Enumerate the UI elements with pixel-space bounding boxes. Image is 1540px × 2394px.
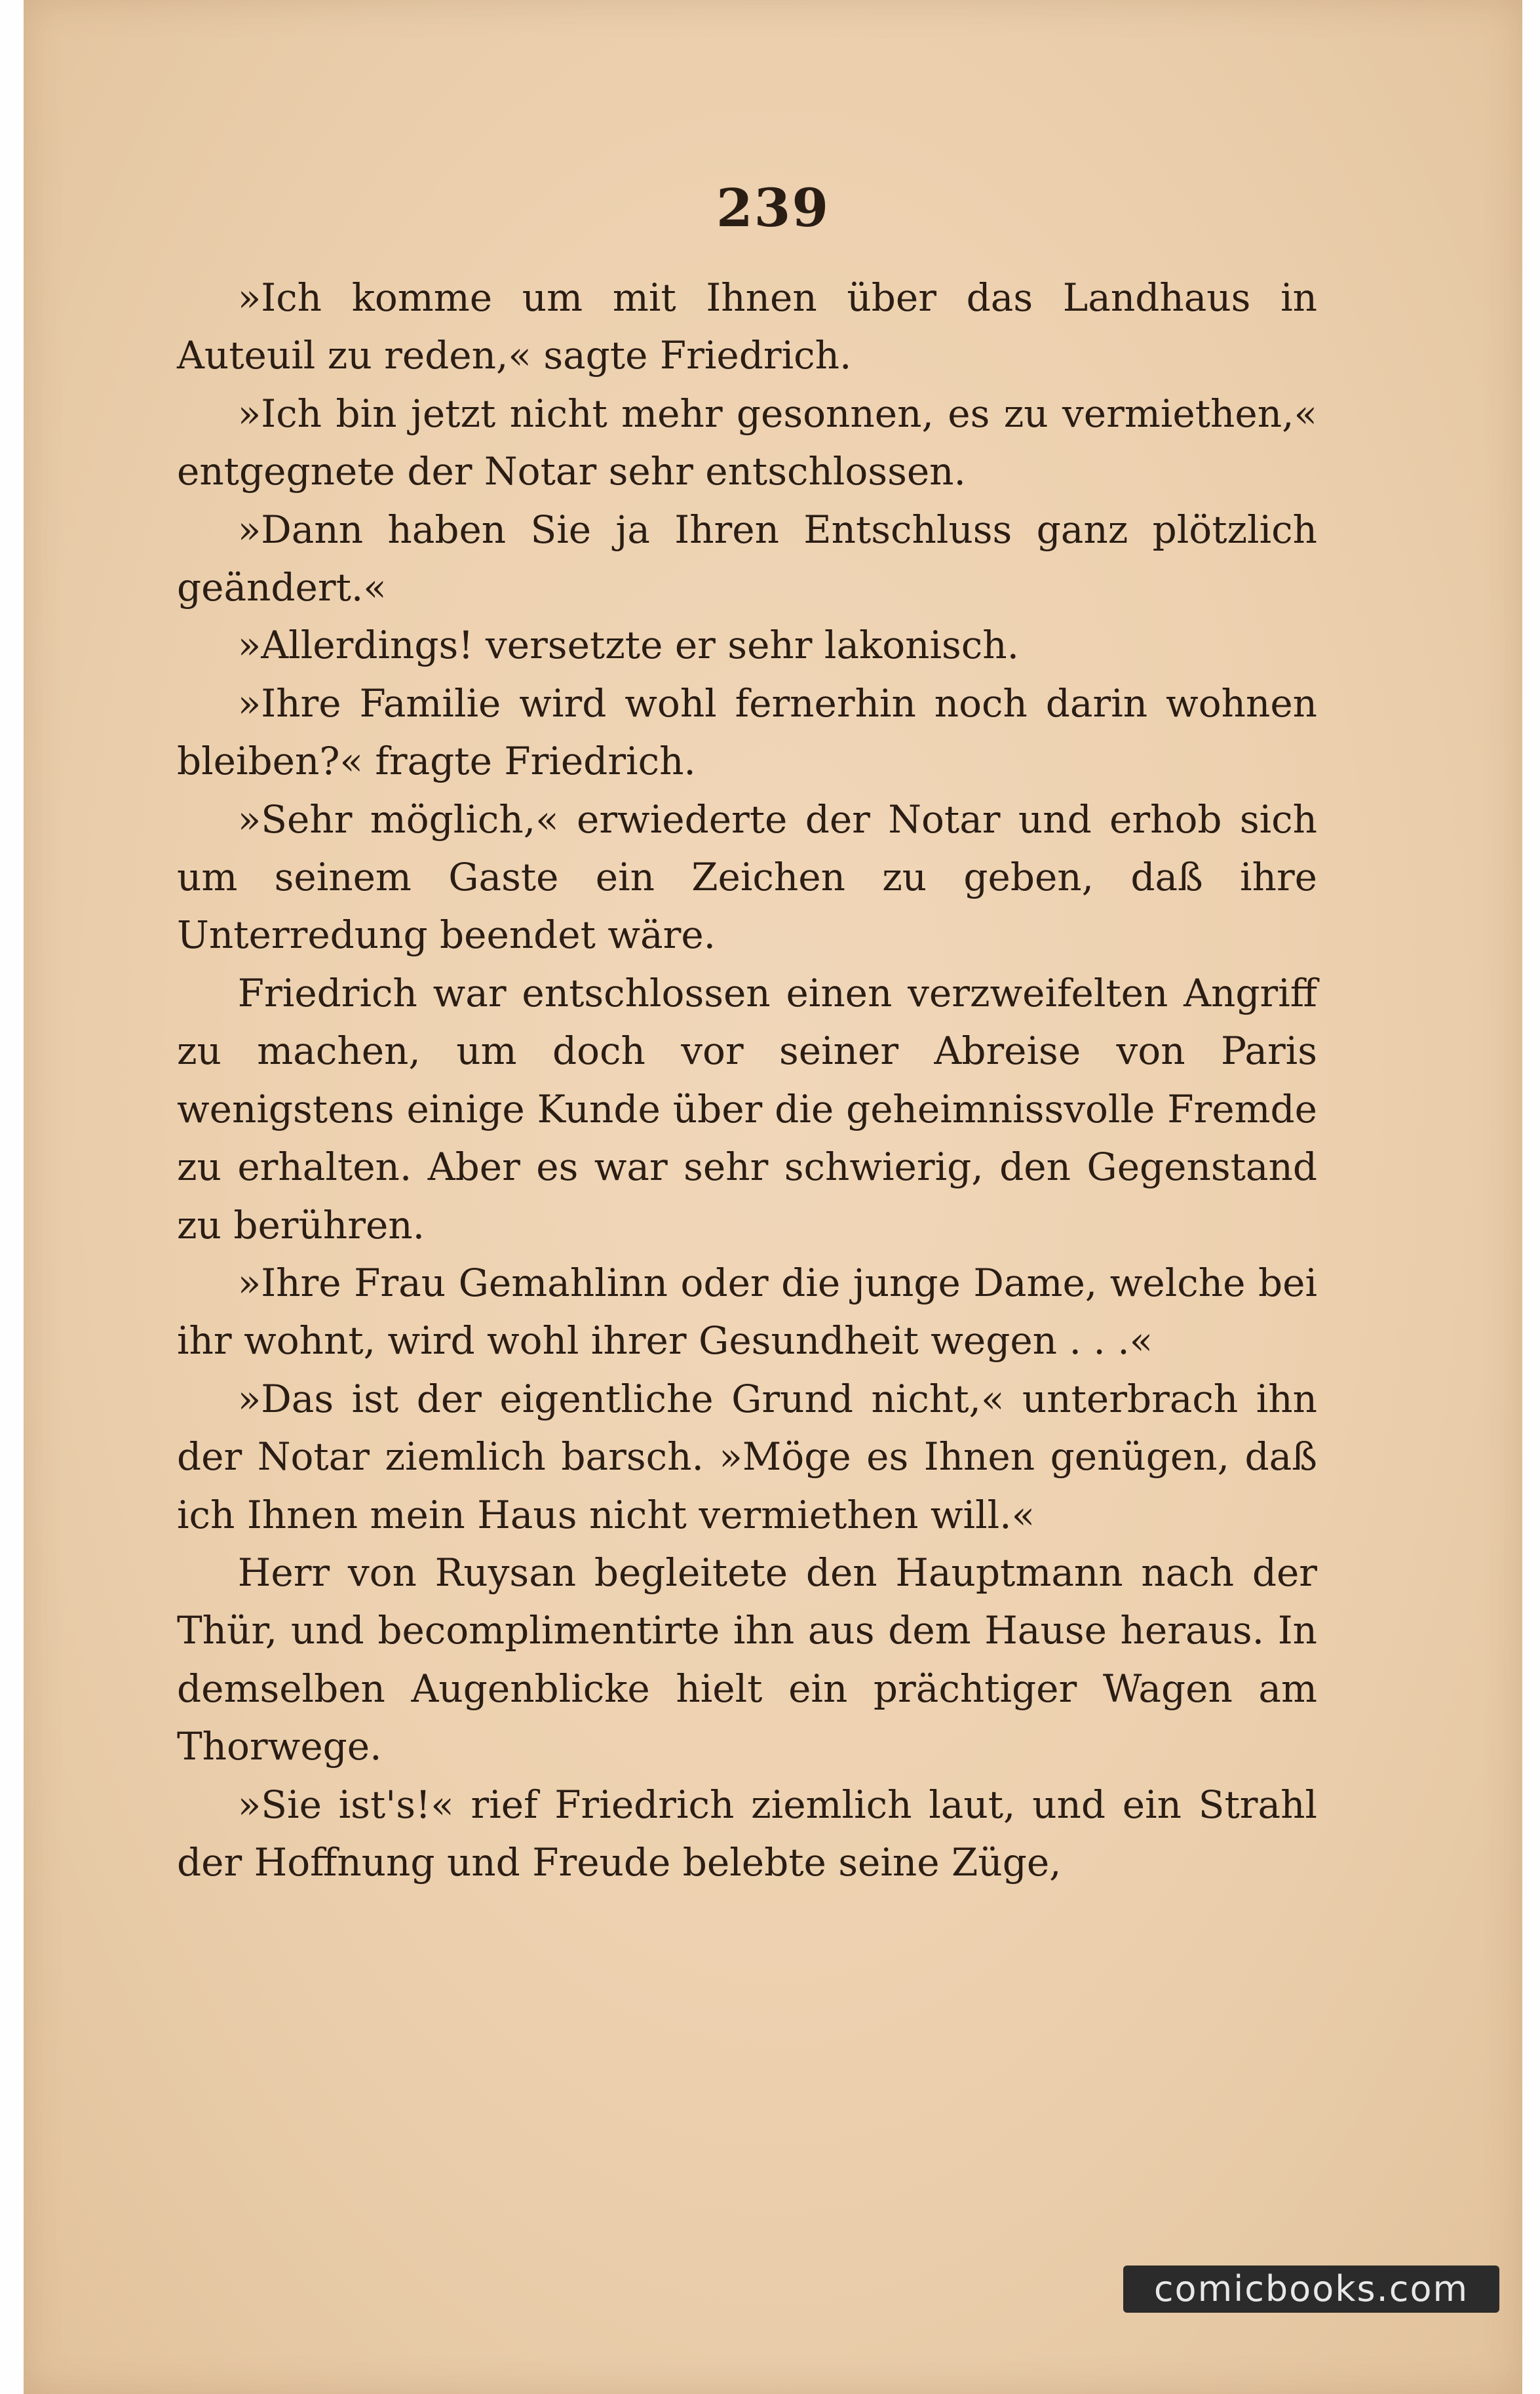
paragraph: Herr von Ruysan begleitete den Hauptmann nach der Thür, und becomplimentirte ihn aus dem Hause heraus. In demselben Augenblicke hielt ein prächtiger Wagen am Thorwege.: [177, 1550, 1317, 1769]
paragraph: Friedrich war entschlossen einen verzweifelten Angriff zu machen, um doch vor seiner Abreise von Paris wenigstens einige Kunde über die geheimnissvolle Fremde zu erhalten. Aber es war sehr schwierig, den Gegenstand zu berühren.: [177, 970, 1317, 1247]
paragraph: »Dann haben Sie ja Ihren Entschluss ganz plötzlich geändert.«: [177, 507, 1317, 610]
paragraph: »Ihre Frau Gemahlinn oder die junge Dame, welche bei ihr wohnt, wird wohl ihrer Gesundheit wegen . . .«: [177, 1260, 1317, 1364]
paragraph: »Sie ist's!« rief Friedrich ziemlich laut, und ein Strahl der Hoffnung und Freude belebte seine Züge,: [177, 1782, 1317, 1885]
scanned-page: [24, 0, 1522, 2394]
paragraph: »Ihre Familie wird wohl fernerhin noch darin wohnen bleiben?« fragte Friedrich.: [177, 680, 1317, 784]
paragraph: »Das ist der eigentliche Grund nicht,« unterbrach ihn der Notar ziemlich barsch. »Möge es Ihnen genügen, daß ich Ihnen mein Haus nicht vermiethen will.«: [177, 1376, 1317, 1537]
body-text: [177, 269, 1317, 1891]
paragraph: »Ich komme um mit Ihnen über das Landhaus in Auteuil zu reden,« sagte Friedrich.: [177, 275, 1317, 378]
paragraph: »Sehr möglich,« erwiederte der Notar und erhob sich um seinem Gaste ein Zeichen zu geben, daß ihre Unterredung beendet wäre.: [177, 796, 1317, 958]
watermark-badge: comicbooks.com: [1123, 2266, 1499, 2313]
page-number: 239: [716, 177, 830, 239]
paragraph: »Ich bin jetzt nicht mehr gesonnen, es zu vermiethen,« entgegnete der Notar sehr entschlossen.: [177, 391, 1317, 494]
paragraph: »Allerdings! versetzte er sehr lakonisch.: [237, 623, 1020, 668]
